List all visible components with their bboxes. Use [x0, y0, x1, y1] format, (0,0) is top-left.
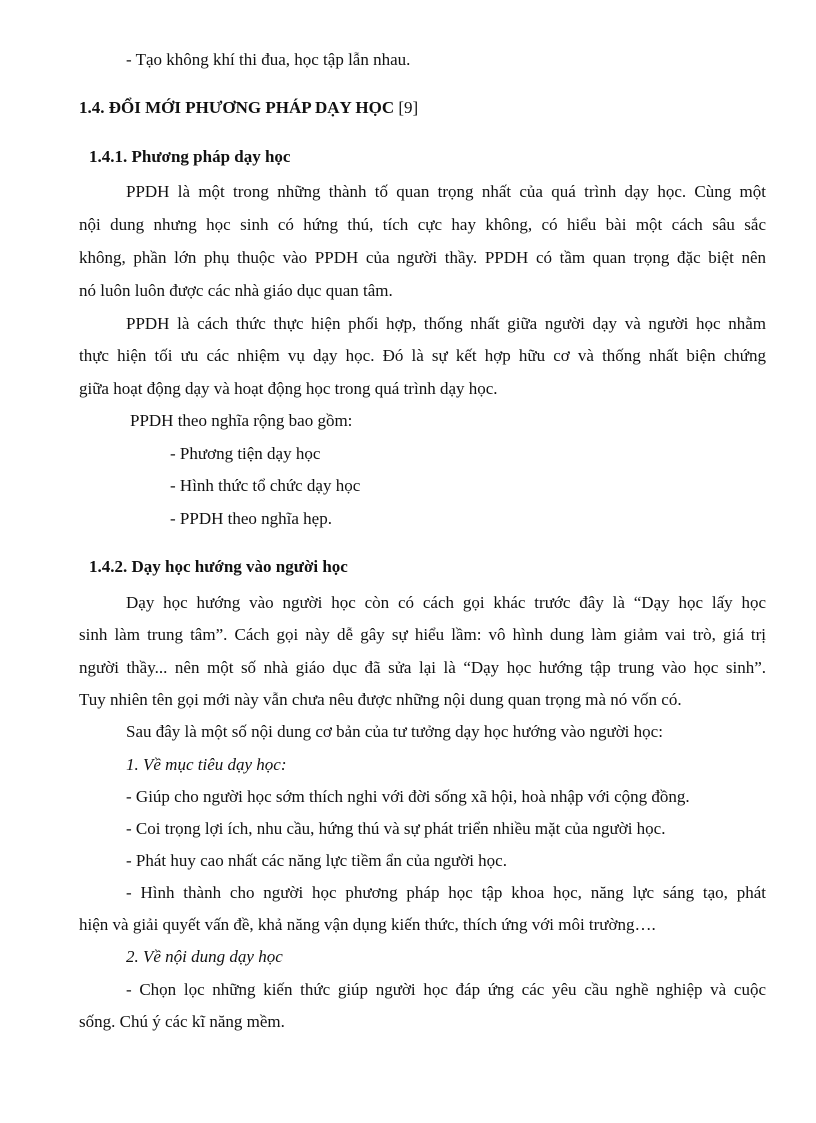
list-item: - Hình thành cho người học phương pháp học tập khoa học, năng lực sáng tạo, phát [126, 883, 766, 902]
section-heading [79, 98, 418, 118]
list-item-continuation: sống. Chú ý các kĩ năng mềm. [79, 1012, 285, 1031]
list-item: - Phương tiện dạy học [170, 444, 321, 463]
numbered-subheading: 1. Về mục tiêu dạy học: [126, 755, 287, 774]
section-heading-title: 1.4. ĐỔI MỚI PHƯƠNG PHÁP DẠY HỌC [79, 98, 395, 117]
citation-reference: [9] [394, 98, 419, 117]
paragraph-line: giữa hoạt động dạy và hoạt động học trong quá trình dạy học. [79, 379, 498, 398]
paragraph-line: Tuy nhiên tên gọi mới này vẫn chưa nêu được những nội dung quan trọng mà nó vốn có. [79, 690, 682, 709]
paragraph-line: Dạy học hướng vào người học còn có cách gọi khác trước đây là “Dạy học lấy học [126, 593, 766, 612]
paragraph-line: sinh làm trung tâm”. Cách gọi này dễ gây sự hiểu lầm: vô hình dung làm giảm vai trò, giá trị [79, 625, 766, 644]
list-item: - Coi trọng lợi ích, nhu cầu, hứng thú và sự phát triển nhiều mặt của người học. [126, 819, 666, 838]
paragraph-line: Sau đây là một số nội dung cơ bản của tư tưởng dạy học hướng vào người học: [126, 722, 663, 741]
paragraph-line: không, phần lớn phụ thuộc vào PPDH của người thầy. PPDH có tầm quan trọng đặc biệt nên [79, 248, 766, 267]
subsection-heading-1-4-2: 1.4.2. Dạy học hướng vào người học [89, 557, 348, 576]
list-item: - Chọn lọc những kiến thức giúp người học đáp ứng các yêu cầu nghề nghiệp và cuộc [126, 980, 766, 999]
paragraph-line: PPDH là một trong những thành tố quan trọng nhất của quá trình dạy học. Cùng một [126, 182, 766, 201]
subsection-heading-1-4-1: 1.4.1. Phương pháp dạy học [89, 147, 291, 166]
paragraph-line: nó luôn luôn được các nhà giáo dục quan tâm. [79, 281, 393, 300]
list-item: - Hình thức tổ chức dạy học [170, 476, 361, 495]
paragraph-line: nội dung nhưng học sinh có hứng thú, tích cực hay không, có hiểu bài một cách sâu sắc [79, 215, 766, 234]
list-item: - Phát huy cao nhất các năng lực tiềm ẩn của người học. [126, 851, 507, 870]
paragraph-line: thực hiện tối ưu các nhiệm vụ dạy học. Đó là sự kết hợp hữu cơ và thống nhất biện chứng [79, 346, 766, 365]
list-item: - Giúp cho người học sớm thích nghi với đời sống xã hội, hoà nhập với cộng đồng. [126, 787, 690, 806]
list-item-continuation: hiện và giải quyết vấn đề, khả năng vận dụng kiến thức, thích ứng với môi trường…. [79, 915, 656, 934]
list-item: - PPDH theo nghĩa hẹp. [170, 509, 332, 528]
paragraph-line: người thầy... nên một số nhà giáo dục đã sửa lại là “Dạy học hướng tập trung vào học sinh”. [79, 658, 766, 677]
paragraph-line: PPDH là cách thức thực hiện phối hợp, thống nhất giữa người dạy và người học nhằm [126, 314, 766, 333]
paragraph-line: PPDH theo nghĩa rộng bao gồm: [130, 411, 353, 430]
bullet-line: - Tạo không khí thi đua, học tập lẫn nhau. [126, 50, 411, 69]
numbered-subheading: 2. Về nội dung dạy học [126, 947, 283, 966]
